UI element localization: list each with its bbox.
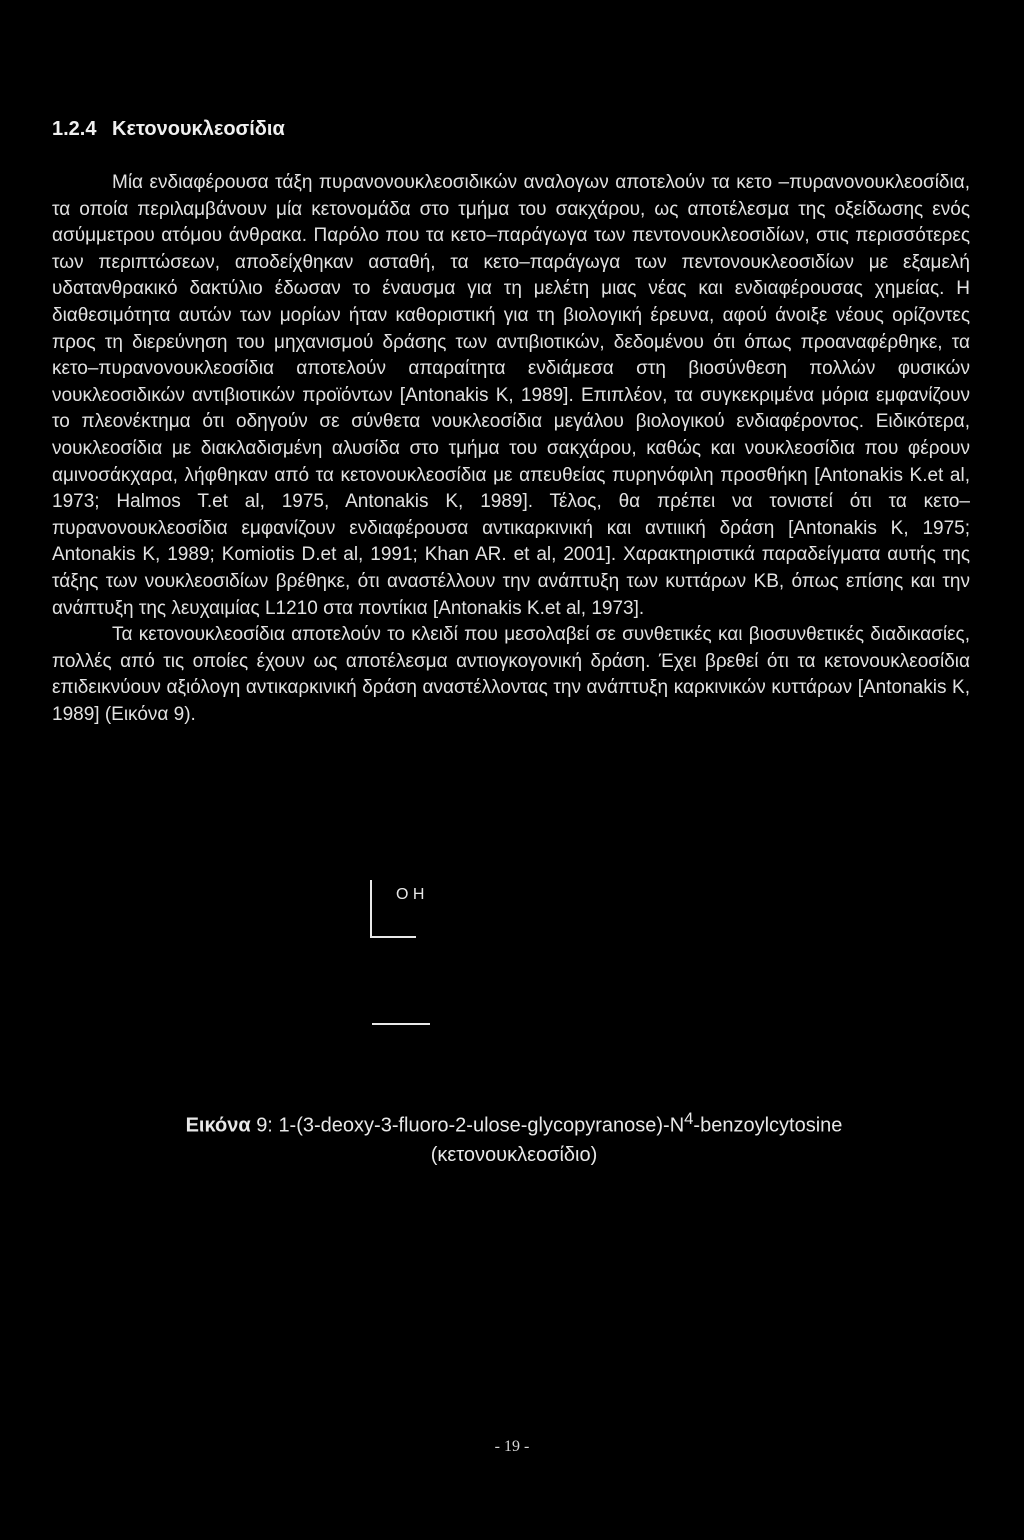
section-title: Κετονουκλεοσίδια <box>112 118 285 140</box>
section-number: 1.2.4 <box>52 118 97 140</box>
chemical-structure-figure <box>370 880 490 960</box>
page-number: - 19 - <box>494 1438 530 1455</box>
paragraph-1: Μία ενδιαφέρουσα τάξη πυρανονουκλεοσιδικών αναλογων αποτελούν τα κετο –πυρανονουκλεοσίδια, τα οποία περιλαμβάνουν μία κετονομάδα στο τμήμα του σακχάρου, ως αποτέλεσμα της οξείδωσης ενός ασύμμετρου ατόμου άνθρακα. Παρόλο που τα κετο–παράγωγα των πεντονουκλεοσιδίων, στις περισσότερες των περιπτώσεων, αποδείχθηκαν ασταθή, τα κετο–παράγωγα των πεντονουκλεοσιδίων με εξαμελή υδατανθρακικό δακτύλιο έδωσαν το έναυσμα για τη μελέτη μιας νέας και ενδιαφέρουσας χημείας. Η διαθεσιμότητα αυτών των μορίων ήταν καθοριστική για τη βιολογική έρευνα, αφού άνοιξε νέους ορίζοντες προς τη διερεύνηση του μηχανισμού δράσης των αντιβιοτικών, δεδομένου ότι όπως προαναφέρθηκε, τα κετο–πυρανονουκλεοσίδια αποτελούν απαραίτητα ενδιάμεσα στη βιοσύνθεση πολλών φυσικών νουκλεοσιδικών αντιβιοτικών προϊόντων [Antonakis K, 1989]. Επιπλέον, τα συγκεκριμένα μόρια εμφανίζουν το πλεονέκτημα ότι οδηγούν σε σύνθετα νουκλεοσίδια μεγάλου βιολογικού ενδιαφέροντος. Ειδικότερα, νουκλεοσίδια με διακλαδισμένη αλυσίδα στο τμήμα του σακχάρου, καθώς και νουκλεοσίδια που φέρουν αμινοσάκχαρα, λήφθηκαν από τα κετονουκλεοσίδια με απευθείας πυρηνόφιλη προσθήκη [Antonakis K.et al, 1973; Halmos T.et al, 1975, Antonakis K, 1989]. Τέλος, θα πρέπει να τονιστεί ότι τα κετο–πυρανονουκλεοσίδια εμφανίζουν ενδιαφέρουσα αντικαρκινική και αντιιική δράση [Antonakis K, 1975; Antonakis K, 1989; Komiotis D.et al, 1991; Khan AR. et al, 2001]. Χαρακτηριστικά παραδείγματα αυτής της τάξης των νουκλεοσιδίων βρέθηκε, ότι αναστέλλουν την ανάπτυξη των κυττάρων KB, όπως επίσης και την ανάπτυξη της λευχαιμίας L1210 στα ποντίκια [Antonakis K.et al, 1973]. <box>52 172 970 619</box>
compound-name-end: -benzoylcytosine <box>693 1114 843 1137</box>
body-text <box>52 170 970 728</box>
figure-caption <box>94 1104 934 1170</box>
caption-subtitle: (κετονουκλεοσίδιο) <box>430 1143 598 1166</box>
compound-name-start: 1-(3-deoxy-3-fluoro-2-ulose-glycopyranose)-N <box>278 1114 685 1137</box>
caption-line-1 <box>94 1104 934 1141</box>
hydroxyl-label: O H <box>396 886 425 903</box>
bond-fragment <box>372 1023 430 1025</box>
compound-superscript: 4 <box>684 1109 694 1128</box>
bond-vertical <box>370 880 372 938</box>
caption-label: Εικόνα <box>185 1114 251 1137</box>
bond-horizontal <box>370 936 416 938</box>
section-heading <box>52 118 285 141</box>
caption-number: 9: <box>256 1114 273 1137</box>
paragraph-2: Τα κετονουκλεοσίδια αποτελούν το κλειδί που μεσολαβεί σε συνθετικές και βιοσυνθετικές διαδικασίες, πολλές από τις οποίες έχουν ως αποτέλεσμα αντιογκογονική δράση. Έχει βρεθεί ότι τα κετονουκλεοσίδια επιδεικνύουν αξιόλογη αντικαρκινική δράση αναστέλλοντας την ανάπτυξη καρκινικών κυττάρων [Antonakis K, 1989] (Εικόνα 9). <box>52 624 970 725</box>
